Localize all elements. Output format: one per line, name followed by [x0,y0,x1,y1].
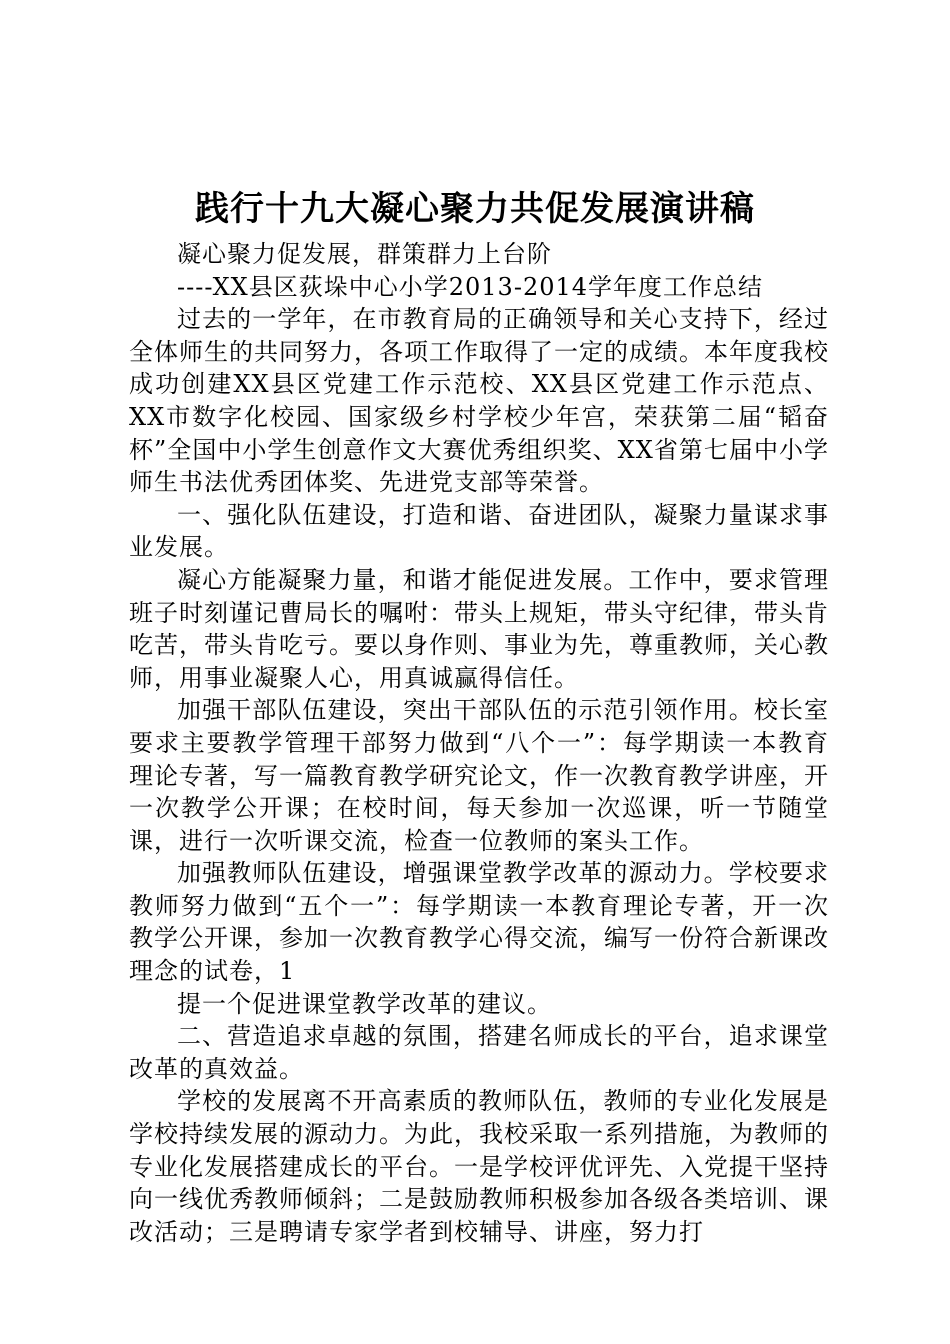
paragraph: 过去的一学年，在市教育局的正确领导和关心支持下，经过全体师生的共同努力，各项工作取得了一定的成绩。本年度我校成功创建XX县区党建工作示范校、XX县区党建工作示范点、XX市数字化校园、国家级乡村学校少年宫，荣获第二届“韬奋杯”全国中小学生创意作文大赛优秀组织奖、XX省第七届中小学师生书法优秀团体奖、先进党支部等荣誉。 [129,305,829,497]
section-heading: 一、强化队伍建设，打造和谐、奋进团队，凝聚力量谋求事业发展。 [129,500,829,562]
paragraph: 加强教师队伍建设，增强课堂教学改革的源动力。学校要求教师努力做到“五个一”：每学期读一本教育理论专著，开一次教学公开课，参加一次教育教学心得交流，编写一份符合新课改理念的试卷，1 [129,859,829,986]
section-heading: 二、营造追求卓越的氛围，搭建名师成长的平台，追求课堂改革的真效益。 [129,1022,829,1083]
paragraph: 凝心方能凝聚力量，和谐才能促进发展。工作中，要求管理班子时刻谨记曹局长的嘱咐：带头上规矩，带头守纪律，带头肯吃苦，带头肯吃亏。要以身作则、事业为先，尊重教师，关心教师，用事业凝聚人心，用真诚赢得信任。 [129,565,829,692]
document-body [129,238,829,1248]
paragraph: 学校的发展离不开高素质的教师队伍，教师的专业化发展是学校持续发展的源动力。为此，我校采取一系列措施，为教师的专业化发展搭建成长的平台。一是学校评优评先、入党提干坚持向一线优秀教师倾斜；二是鼓励教师积极参加各级各类培训、课改活动；三是聘请专家学者到校辅导、讲座，努力打 [129,1087,829,1246]
subtitle-source: ----XX县区荻垛中心小学2013-2014学年度工作总结 [177,272,764,301]
subtitle: 凝心聚力促发展，群策群力上台阶 [177,240,552,268]
document-title: 践行十九大凝心聚力共促发展演讲稿 [195,189,755,229]
paragraph: 加强干部队伍建设，突出干部队伍的示范引领作用。校长室要求主要教学管理干部努力做到“八个一”：每学期读一本教育理论专著，写一篇教育教学研究论文，作一次教育教学讲座，开一次教学公开课；在校时间，每天参加一次巡课，听一节随堂课，进行一次听课交流，检查一位教师的案头工作。 [129,696,829,855]
paragraph: 提一个促进课堂教学改革的建议。 [177,989,552,1018]
